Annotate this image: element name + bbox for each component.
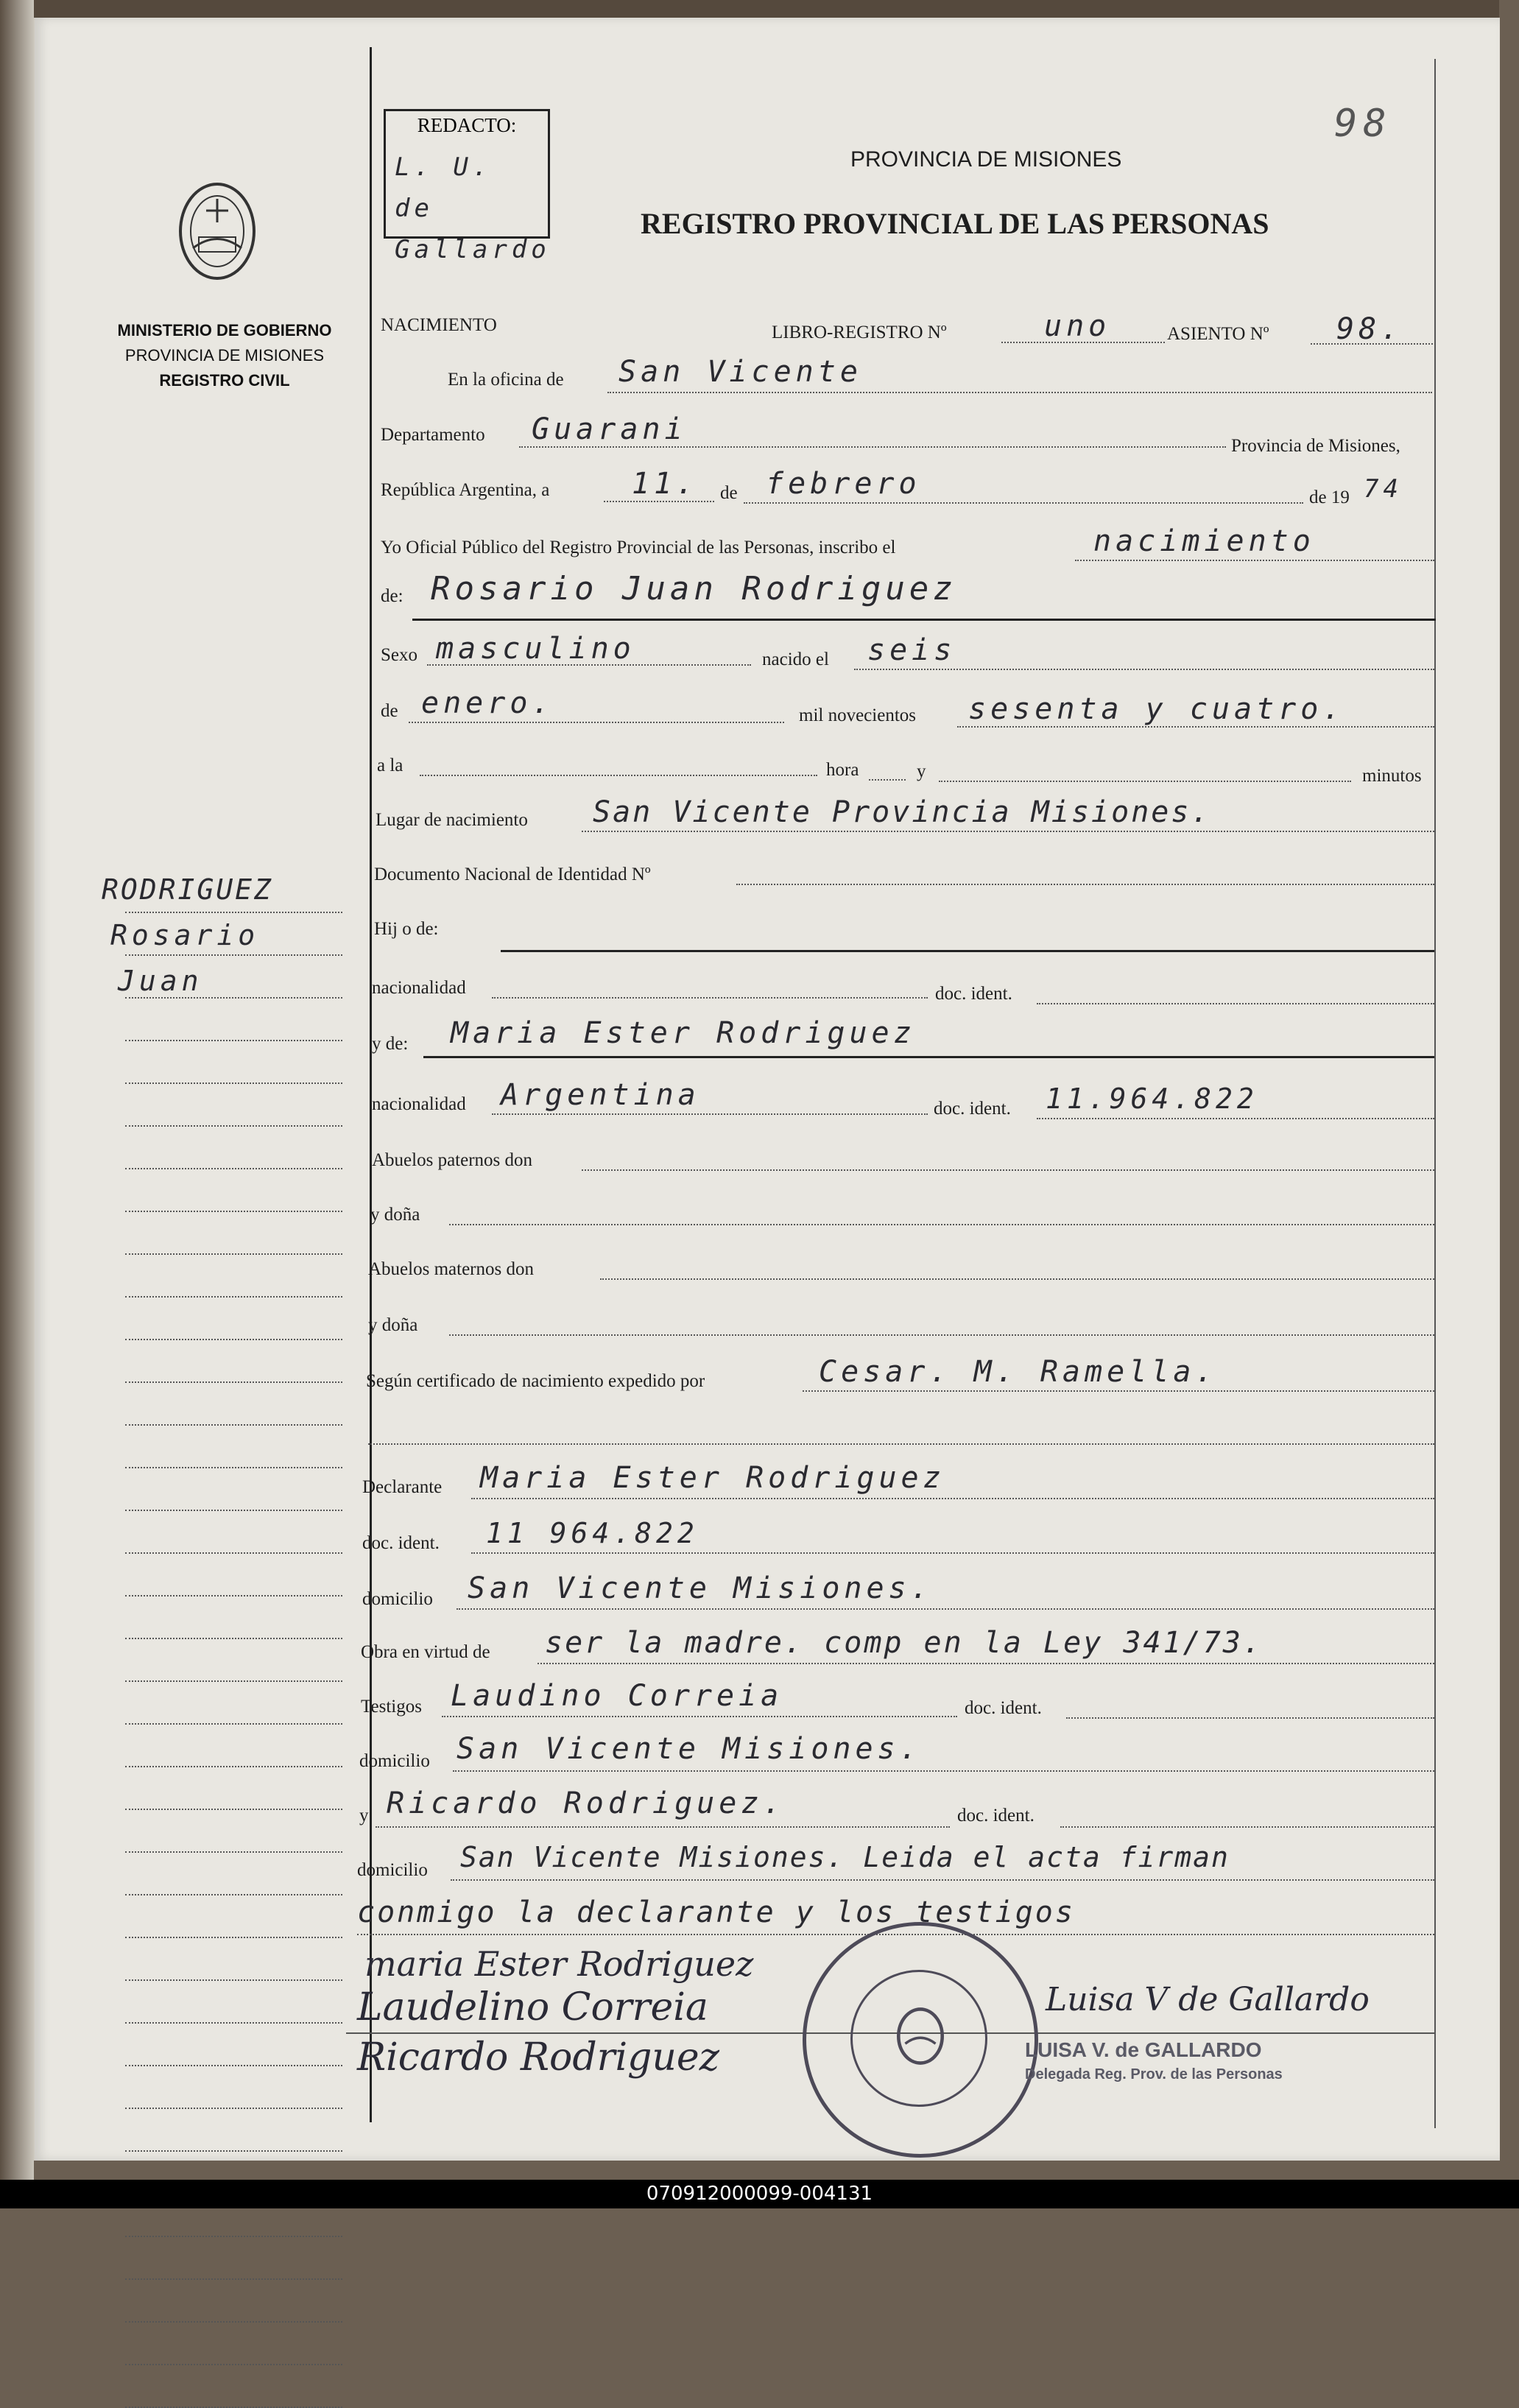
a-la-field <box>420 775 817 776</box>
domicilio2-label: domicilio <box>359 1751 430 1771</box>
official-title: Delegada Reg. Prov. de las Personas <box>1025 2066 1283 2083</box>
republica-label: República Argentina, a <box>381 480 550 500</box>
margin-ruled-line <box>125 1723 342 1725</box>
oficina-label: En la oficina de <box>448 370 564 390</box>
obra-label: Obra en virtud de <box>361 1642 490 1662</box>
a-la-label: a la <box>377 756 403 775</box>
asiento-value: 98. <box>1336 312 1403 346</box>
doc-ident3-field <box>471 1552 1434 1554</box>
de3-label: de <box>381 701 398 721</box>
nacionalidad-value: Argentina <box>501 1078 700 1112</box>
oficial-value: nacimiento <box>1093 524 1315 558</box>
margin-ruled-line <box>125 1894 342 1895</box>
domicilio3-value: San Vicente Misiones. Leida el acta firman <box>460 1841 1230 1873</box>
margin-surname: RODRIGUEZ <box>102 873 273 906</box>
minutos-field <box>939 781 1351 782</box>
margin-ruled-line <box>125 1937 342 1938</box>
coat-of-arms-icon <box>177 178 258 281</box>
archive-id-footer: 070912000099-004131 <box>0 2180 1519 2208</box>
nacionalidad2-field <box>492 1113 928 1115</box>
certificado-field <box>803 1390 1434 1392</box>
y-de-label: y de: <box>372 1034 409 1054</box>
testigo1-value: Laudino Correia <box>451 1679 783 1713</box>
abuelos-pat-field <box>582 1169 1434 1171</box>
y-dona2-label: y doña <box>368 1315 418 1335</box>
margin-ruled-line <box>125 2065 342 2066</box>
doc-ident3-value: 11 964.822 <box>486 1517 699 1549</box>
margin-middle-name: Juan <box>118 965 203 997</box>
madre-underline <box>423 1056 1434 1058</box>
hijo-label: Hij o de: <box>374 919 439 939</box>
mil-label: mil novecientos <box>799 705 916 725</box>
mes-value: febrero <box>766 467 921 501</box>
record-type: NACIMIENTO <box>381 315 497 335</box>
doc-ident2-field <box>1037 1118 1434 1119</box>
redacto-handwriting: L. U. de Gallardo <box>395 152 551 264</box>
abuelos-mat-field <box>600 1278 1434 1280</box>
dni-field <box>736 884 1434 885</box>
margin-ruled-line <box>125 1680 342 1682</box>
hijo-line <box>501 950 1434 952</box>
margin-ruled-line <box>125 912 342 913</box>
left-rule <box>370 47 372 2122</box>
ministry-block <box>96 318 353 393</box>
margin-ruled-line <box>125 2278 342 2280</box>
margin-ruled-line <box>125 1424 342 1426</box>
lugar-field <box>582 831 1434 832</box>
margin-ruled-line <box>125 2022 342 2024</box>
y-label: y <box>917 761 926 781</box>
domicilio1-field <box>457 1608 1434 1610</box>
signature-testigo1: Laudelino Correia <box>357 1985 708 2029</box>
de2-label: de: <box>381 586 403 606</box>
official-seal-stamp <box>803 1922 1038 2158</box>
oficina-field <box>607 392 1432 393</box>
margin-ruled-line <box>125 1595 342 1596</box>
certificado-label: Según certificado de nacimiento expedido por <box>366 1371 705 1391</box>
margin-ruled-line <box>125 1552 342 1554</box>
margin-first-name: Rosario <box>110 919 260 951</box>
margin-ruled-line <box>125 2364 342 2365</box>
right-rule <box>1434 59 1436 2128</box>
ministry-line3: REGISTRO CIVIL <box>159 371 290 390</box>
testigo2-field <box>376 1826 950 1828</box>
y2-label: y <box>359 1806 369 1826</box>
mes-field <box>744 502 1303 504</box>
margin-ruled-line <box>125 1253 342 1255</box>
sexo-value: masculino <box>436 632 635 666</box>
libro-value: uno <box>1044 309 1111 343</box>
obra-value: ser la madre. comp en la Ley 341/73. <box>545 1626 1263 1660</box>
declarante-label: Declarante <box>362 1477 443 1497</box>
margin-ruled-line <box>125 1082 342 1084</box>
nacido-field <box>854 669 1434 670</box>
declarante-value: Maria Ester Rodriguez <box>480 1461 945 1495</box>
provincia-suffix: Provincia de Misiones, <box>1231 436 1400 456</box>
ministry-line2: PROVINCIA DE MISIONES <box>124 346 325 365</box>
margin-ruled-line <box>125 1040 342 1041</box>
official-signature: Luisa V de Gallardo <box>1046 1981 1370 2018</box>
margin-ruled-line <box>125 1296 342 1298</box>
minutos-label: minutos <box>1362 766 1422 786</box>
margin-ruled-line <box>125 1979 342 1981</box>
seal-emblem-icon <box>895 2007 946 2066</box>
mil-value: sesenta y cuatro. <box>968 692 1345 726</box>
lugar-label: Lugar de nacimiento <box>376 810 528 830</box>
margin-ruled-line <box>125 1766 342 1767</box>
nacido-label: nacido el <box>762 649 829 669</box>
certificado-value: Cesar. M. Ramella. <box>819 1355 1218 1389</box>
province-title: PROVINCIA DE MISIONES <box>850 147 1122 172</box>
oficial-field <box>1075 560 1434 561</box>
book-spine <box>0 0 34 2180</box>
abuelos-pat-label: Abuelos paternos don <box>372 1150 533 1170</box>
margin-ruled-line <box>125 1125 342 1127</box>
margin-ruled-line <box>125 1467 342 1468</box>
madre-value: Maria Ester Rodriguez <box>451 1016 916 1050</box>
domicilio3-label: domicilio <box>357 1860 428 1880</box>
y-dona1-field <box>449 1224 1434 1225</box>
hora-label: hora <box>826 760 859 780</box>
nacionalidad1-field <box>492 997 928 999</box>
testigo2-doc-label: doc. ident. <box>957 1806 1035 1826</box>
name-underline <box>412 619 1436 621</box>
dia-field <box>604 501 714 502</box>
abuelos-mat-label: Abuelos maternos don <box>368 1259 534 1279</box>
official-name: LUISA V. de GALLARDO <box>1025 2038 1262 2061</box>
oficina-value: San Vicente <box>618 355 862 389</box>
margin-ruled-line <box>125 1638 342 1639</box>
testigo1-field <box>442 1716 957 1717</box>
domicilio2-field <box>453 1770 1434 1772</box>
testigos-label: Testigos <box>361 1697 422 1717</box>
name-value: Rosario Juan Rodriguez <box>431 570 957 608</box>
testigo2-value: Ricardo Rodriguez. <box>387 1786 786 1820</box>
year-value: 74 <box>1364 474 1403 504</box>
page-number: 98 <box>1334 102 1392 146</box>
testigo1-doc-field <box>1066 1717 1434 1719</box>
margin-ruled-line <box>125 2150 342 2152</box>
domicilio3-field <box>451 1879 1434 1881</box>
doc-ident2-label: doc. ident. <box>934 1099 1011 1119</box>
y-dona1-label: y doña <box>370 1205 420 1225</box>
departamento-label: Departamento <box>381 425 485 445</box>
signature-testigo2: Ricardo Rodriguez <box>357 2035 720 2080</box>
mes-nac-field <box>409 722 784 723</box>
nacionalidad2-label: nacionalidad <box>372 1094 466 1114</box>
margin-ruled-line <box>125 1510 342 1511</box>
domicilio1-label: domicilio <box>362 1589 433 1609</box>
mil-field <box>957 726 1434 728</box>
margin-ruled-line <box>125 2236 342 2237</box>
year-label: de 19 <box>1309 487 1350 507</box>
mes-nac-value: enero. <box>421 686 554 720</box>
nacionalidad1-label: nacionalidad <box>372 978 466 998</box>
margin-ruled-line <box>125 1381 342 1383</box>
ministry-line1: MINISTERIO DE GOBIERNO <box>117 321 332 339</box>
asiento-label: ASIENTO Nº <box>1167 324 1269 344</box>
margin-ruled-line <box>125 1168 342 1169</box>
dni-label: Documento Nacional de Identidad Nº <box>374 865 651 884</box>
doc-ident-value: 11.964.822 <box>1046 1082 1258 1115</box>
doc-ident1-label: doc. ident. <box>935 984 1012 1004</box>
redacto-box <box>384 109 551 264</box>
departamento-value: Guarani <box>532 412 687 446</box>
domicilio2-value: San Vicente Misiones. <box>457 1732 922 1766</box>
testigo2-doc-field <box>1060 1826 1434 1828</box>
y-dona2-field <box>449 1334 1434 1336</box>
official-stamp-block <box>1025 2038 1283 2083</box>
page-top-band <box>34 0 1499 18</box>
doc-ident3-label: doc. ident. <box>362 1533 440 1553</box>
obra-field <box>538 1663 1434 1664</box>
certificado-field-2 <box>368 1443 1434 1445</box>
closing-value: conmigo la declarante y los testigos <box>357 1895 1075 1929</box>
testigo1-doc-label: doc. ident. <box>965 1698 1042 1718</box>
de-label: de <box>720 483 738 503</box>
signature-declarante: maria Ester Rodriguez <box>364 1944 754 1984</box>
margin-ruled-line <box>125 1339 342 1340</box>
margin-ruled-line <box>125 997 342 999</box>
lugar-value: San Vicente Provincia Misiones. <box>593 795 1211 829</box>
hora-gap-field <box>869 779 906 781</box>
registry-title: REGISTRO PROVINCIAL DE LAS PERSONAS <box>641 207 1269 240</box>
dia-value: 11. <box>632 467 699 501</box>
declarante-field <box>471 1498 1434 1499</box>
sexo-label: Sexo <box>381 645 417 665</box>
margin-ruled-line <box>125 1851 342 1853</box>
nacido-value: seis <box>867 633 956 667</box>
domicilio1-value: San Vicente Misiones. <box>468 1571 933 1605</box>
redacto-label: REDACTO: <box>417 114 517 136</box>
margin-ruled-line <box>125 954 342 956</box>
margin-ruled-line <box>125 2108 342 2109</box>
margin-ruled-line <box>125 2321 342 2323</box>
margin-ruled-line <box>125 1211 342 1212</box>
departamento-field <box>519 446 1226 448</box>
oficial-text: Yo Oficial Público del Registro Provincial de las Personas, inscribo el <box>381 538 896 557</box>
libro-label: LIBRO-REGISTRO Nº <box>772 323 947 342</box>
doc-ident1-field <box>1037 1003 1434 1004</box>
margin-ruled-line <box>125 1809 342 1810</box>
